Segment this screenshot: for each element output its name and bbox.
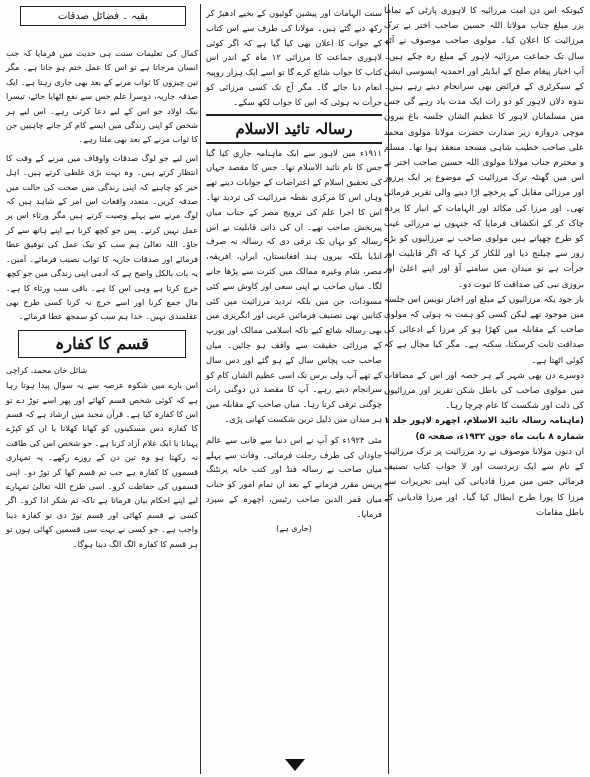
right-paragraph-2: بار جود یکہ مرزائیوں کے مبلغ اور اخبار نویس اس جلسہ میں موجود تھے لیکن کسی کو ہمت نہ ہوئی کہ مولوی صاحب کے مقابلہ میں کھڑا ہو کر مرزا کے ادعائی کی صداقت ثابت کرسکتا، سکتہ ہے۔ مگر کیا مجال ہے کہ کوئی اٹھتا ہے۔ [384, 294, 584, 366]
mid-date: مئی ۱۹۲۴ء کو آپ نے اس دنیا سے فانی سے عالم جاوداں کی طرف رحلت فرمائی۔ وفات سے پہلے میاں صاحب نے رسالہ فنڈ اور کتب خانہ پرنٹنگ پریس مقرر فرمانے کے بعد ان تمام امور کو جناب میاں قمر الدین صاحب رئیس، اچھرہ کے سپرد فرمایا۔ [206, 434, 382, 519]
column-divider-left [200, 4, 201, 774]
continued-label: (جاری ہے) [276, 523, 312, 533]
left-article-body: اس بارے میں شکوہ عرصہ سے یہ سوال پیدا ہوتا رہا ہے کہ کوئی شخص قسم کھائے اور پھر اسے توڑ دے تو اس کا کفارہ کیا ہے۔ قرآن مجید میں ارشاد ہے کہ قسم کا کفارہ دس مسکینوں کو کھانا کھلانا یا ان کو کپڑے پہنانا یا ایک غلام آزاد کرنا ہے۔ جو شخص اس کی طاقت نہ رکھتا ہو وہ تین دن کے روزے رکھے۔ یہ تمہاری قسموں کا کفارہ ہے جب تم قسم کھا کر توڑ دو۔ اپنی قسموں کی حفاظت کرو۔ اسی طرح اللہ تعالیٰ تمہارے لیے اپنے احکام بیان فرماتا ہے تاکہ تم شکر ادا کرو۔ اگر کسی نے قسم کھائی اور قسم توڑ دی تو کفارہ دینا واجب ہے۔ جو کسی نے بہت سی قسمیں کھائی ہوں تو ہر قسم کا کفارہ الگ الگ دینا ہوگا۔ [6, 380, 198, 549]
right-paragraph-3: دوسرے دن بھی شہر کے ہر حصہ اور اس کے مضافات میں مولوی صاحب کی باطل شکن تقریر اور مرزائیوں کی ذلت اور شکست کا عام چرچا رہا۔ [384, 370, 584, 412]
left-column [6, 46, 198, 776]
mid-body: ۱۹۱۱ء میں لاہور سے ایک ماہنامہ جاری کیا گیا جس کا نام تائید الاسلام تھا۔ جس کا مقصد جہاں کی تحقیق اسلام کے اعتراضات کے جوابات دینے تھے وہاں اس کا مرکزی نقطہ مرزائیت کی تردید تھا۔ اس کا اجرا علم کی ترویج مصر کے جناب میاں پیربخش صاحب تھے۔ ان کی ذاتی قابلیت نے اس رسالہ کو بہاں تک ترقی دی کہ رسالہ نہ صرف انڈیا بلکہ بیرون ہند افغانستان، ایران، افریقہ، مصر، شام وغیرہ ممالک میں کثرت سے پڑھا جانے لگا۔ میاں صاحب نے اپنی سعی اور کاوش سے کئی مسودات، جن میں بلکہ تردید مرزائیت میں کئی کتابیں بھی تصنیف فرمائیں عربی اور انگریزی میں بھی رسالہ شائع کیے تاکہ اسلامی ممالک اور یورپ کے مرزائی حقیقت سے واقف ہو جائیں۔ میاں صاحب جب پچاس سال کے ہو گئے اور دس سال کے تھے آپ ولی برس تک اسی عظیم الشان کام کو سرانجام دیتے رہے۔ آپ کا مقصد دن دوگنی رات چوگنی ترقی کرتا رہا۔ میاں صاحب کے مقابلہ میں ہر میدان میں ذلیل ترین شکست کھانی پڑی۔ [206, 147, 382, 424]
middle-column [206, 6, 382, 618]
right-column [384, 4, 584, 772]
left-paragraph-2: اس لیے جو لوگ صدقات واوقاف میں مرنے کے وقت کا انتظار کرتے ہیں۔ وہ بہت بڑی غلطی کرتے ہیں۔ اہل خیر کو چاہیے کہ اپنی زندگی میں صحت کی حالت میں صدقہ کریں۔ متعدد واقعات اس امر کے شاہد ہیں کہ لوگ مرنے سے پہلے وصیت کرتے ہیں مگر ورثاء اس پر عمل نہیں کرتے۔ پس جو کچھ کرنا ہے اپنے ہاتھ سے کر جاؤ۔ اللہ تعالیٰ ہم سب کو نیک عمل کی توفیق عطا فرمائے اور صدقات جاریہ کا ثواب نصیب فرمائے۔ آمین۔ یہ بات بالکل واضح ہے کہ آدمی اپنی زندگی میں جو کچھ خرچ کرتا ہے وہی اس کا ہے۔ باقی سب ورثاء کا ہے۔ مال جمع کرنا اور اسے خرچ نہ کرنا کسی طرح بھی عقلمندی نہیں۔ خدا ہم سب کو سمجھ عطا فرمائے۔ [6, 152, 198, 322]
section-title-kaffara: قسم کا کفارہ [18, 330, 186, 358]
right-paragraph-4: ان دنوں مولانا موصوف نے رد مرزائیت پر ترک مرزائیت کے نام سے ایک زبردست اور لا جواب کتاب تصنیف فرمائی جس میں مرزا قادیانی کی اپنی تحریرات سے مرزا کا پورا طرح ابطال کیا گیا۔ اور مرزا قادیانی کے باطل مقامات [384, 446, 584, 518]
end-ornament-icon [285, 759, 305, 771]
right-paragraph-1: کیونکہ اس دن امت مرزائیہ کا لاہوری پارٹی کے تماما بزر مبلغ جناب مولانا اللہ حسین صاحب اختر نے ترک مرزائیت کا اعلان کیا۔ مولوی صاحب موصوف نے آٹھ سال تک جماعت مرزائیہ لاہور کے مبلغ رہ چکے ہیں۔ آپ اخبار پیغام صلح کے ایڈیٹر اور احمدیہ ایسوسی ایشن کے سیکرٹری کے فرائض بھی سرانجام دیتے رہے ہیں۔ ندوہ دلان لاہور کو دو رات ایک مدت یاد رہے گی جس میں مسلمانان لاہور کا عظیم الشان جلسہ باغ بیرون موچی دروازہ زیر صدارت حضرت مولانا مولوی محمد علی صاحب خطیب شاہی مسجد منعقد ہوا تھا۔ مسلم و محترم جناب مولانا مولوی اللہ حسین صاحب اختر نے اس میں گھنٹہ ترک مرزائیت کے موضوع پر ایک پرزور اور مرزائی مقابل کے پرخچے اڑا دینے والی تقریر فرمائی تھی۔ اور مرزا کی مکائد اور الہامات کے انبار کا پردہ چاک کر کے انکشاف فرمایا کہ جنہوں نے مرزائی عیب کو طرح چھپاتے ہیں مولوی صاحب نے مرزائیوں کو بڑے زور سے چیلنج دیا اور للکار کر کہا کہ اگر قابلیت اور جرأت ہے تو میدان میں سامنے آؤ اور اپنے اعلیٰ اور بروزی نبی کی صداقت کا ثبوت دو۔ [384, 6, 584, 290]
mid-intro: سنت الہامات اور پیشین گوئیوں کے بخیے ادھیڑ کر رکھ دیے گئے ہیں۔ مولانا کی طرف سے اس کتاب کے جواب کا اعلان بھی کیا گیا ہے کہ اگر کوئی لاہوری جماعت کا مرزائی ۱۲ ماہ کے اندر اس کتاب کا جواب شائع کرے گا تو اسے ایک ہزار روپیہ انعام دیا جائے گا۔ مگر آج تک کسی مرزائی کو جرأت نہ ہوئی کہ اس کا جواب لکھ سکے۔ [206, 8, 382, 107]
left-paragraph-1: کمال کی تعلیمات سنت ہی حدیث میں فرمایا کہ جب انسان مرجاتا ہے تو اس کا عمل ختم ہو جاتا ہے۔ مگر تین چیزوں کا ثواب مرنے کے بعد بھی جاری رہتا ہے۔ ایک صدقہ جاریہ، دوسرا علم جس سے نفع اٹھایا جائے، تیسرا نیک اولاد جو اس کے لیے دعا کرتی رہے۔ اس لیے ہر شخص کو اپنی زندگی میں ایسے کام کر جانے چاہییں جن کا ثواب مرنے کے بعد بھی ملتا رہے۔ [6, 48, 198, 145]
right-reference: (ماہنامہ رسالہ تائید الاسلام، اچھرہ لاہور جلد ۱ شمارہ ۸ بابت ماہ جون ۱۹۳۲ء، صفحہ ۵) [384, 416, 584, 442]
section-title-tayeed: رسالہ تائید الاسلام [206, 114, 382, 144]
article-byline: شائل خان محمد، کراچی [6, 365, 88, 375]
continuation-header-box: بقیہ ۔ فضائل صدقات [20, 6, 186, 26]
